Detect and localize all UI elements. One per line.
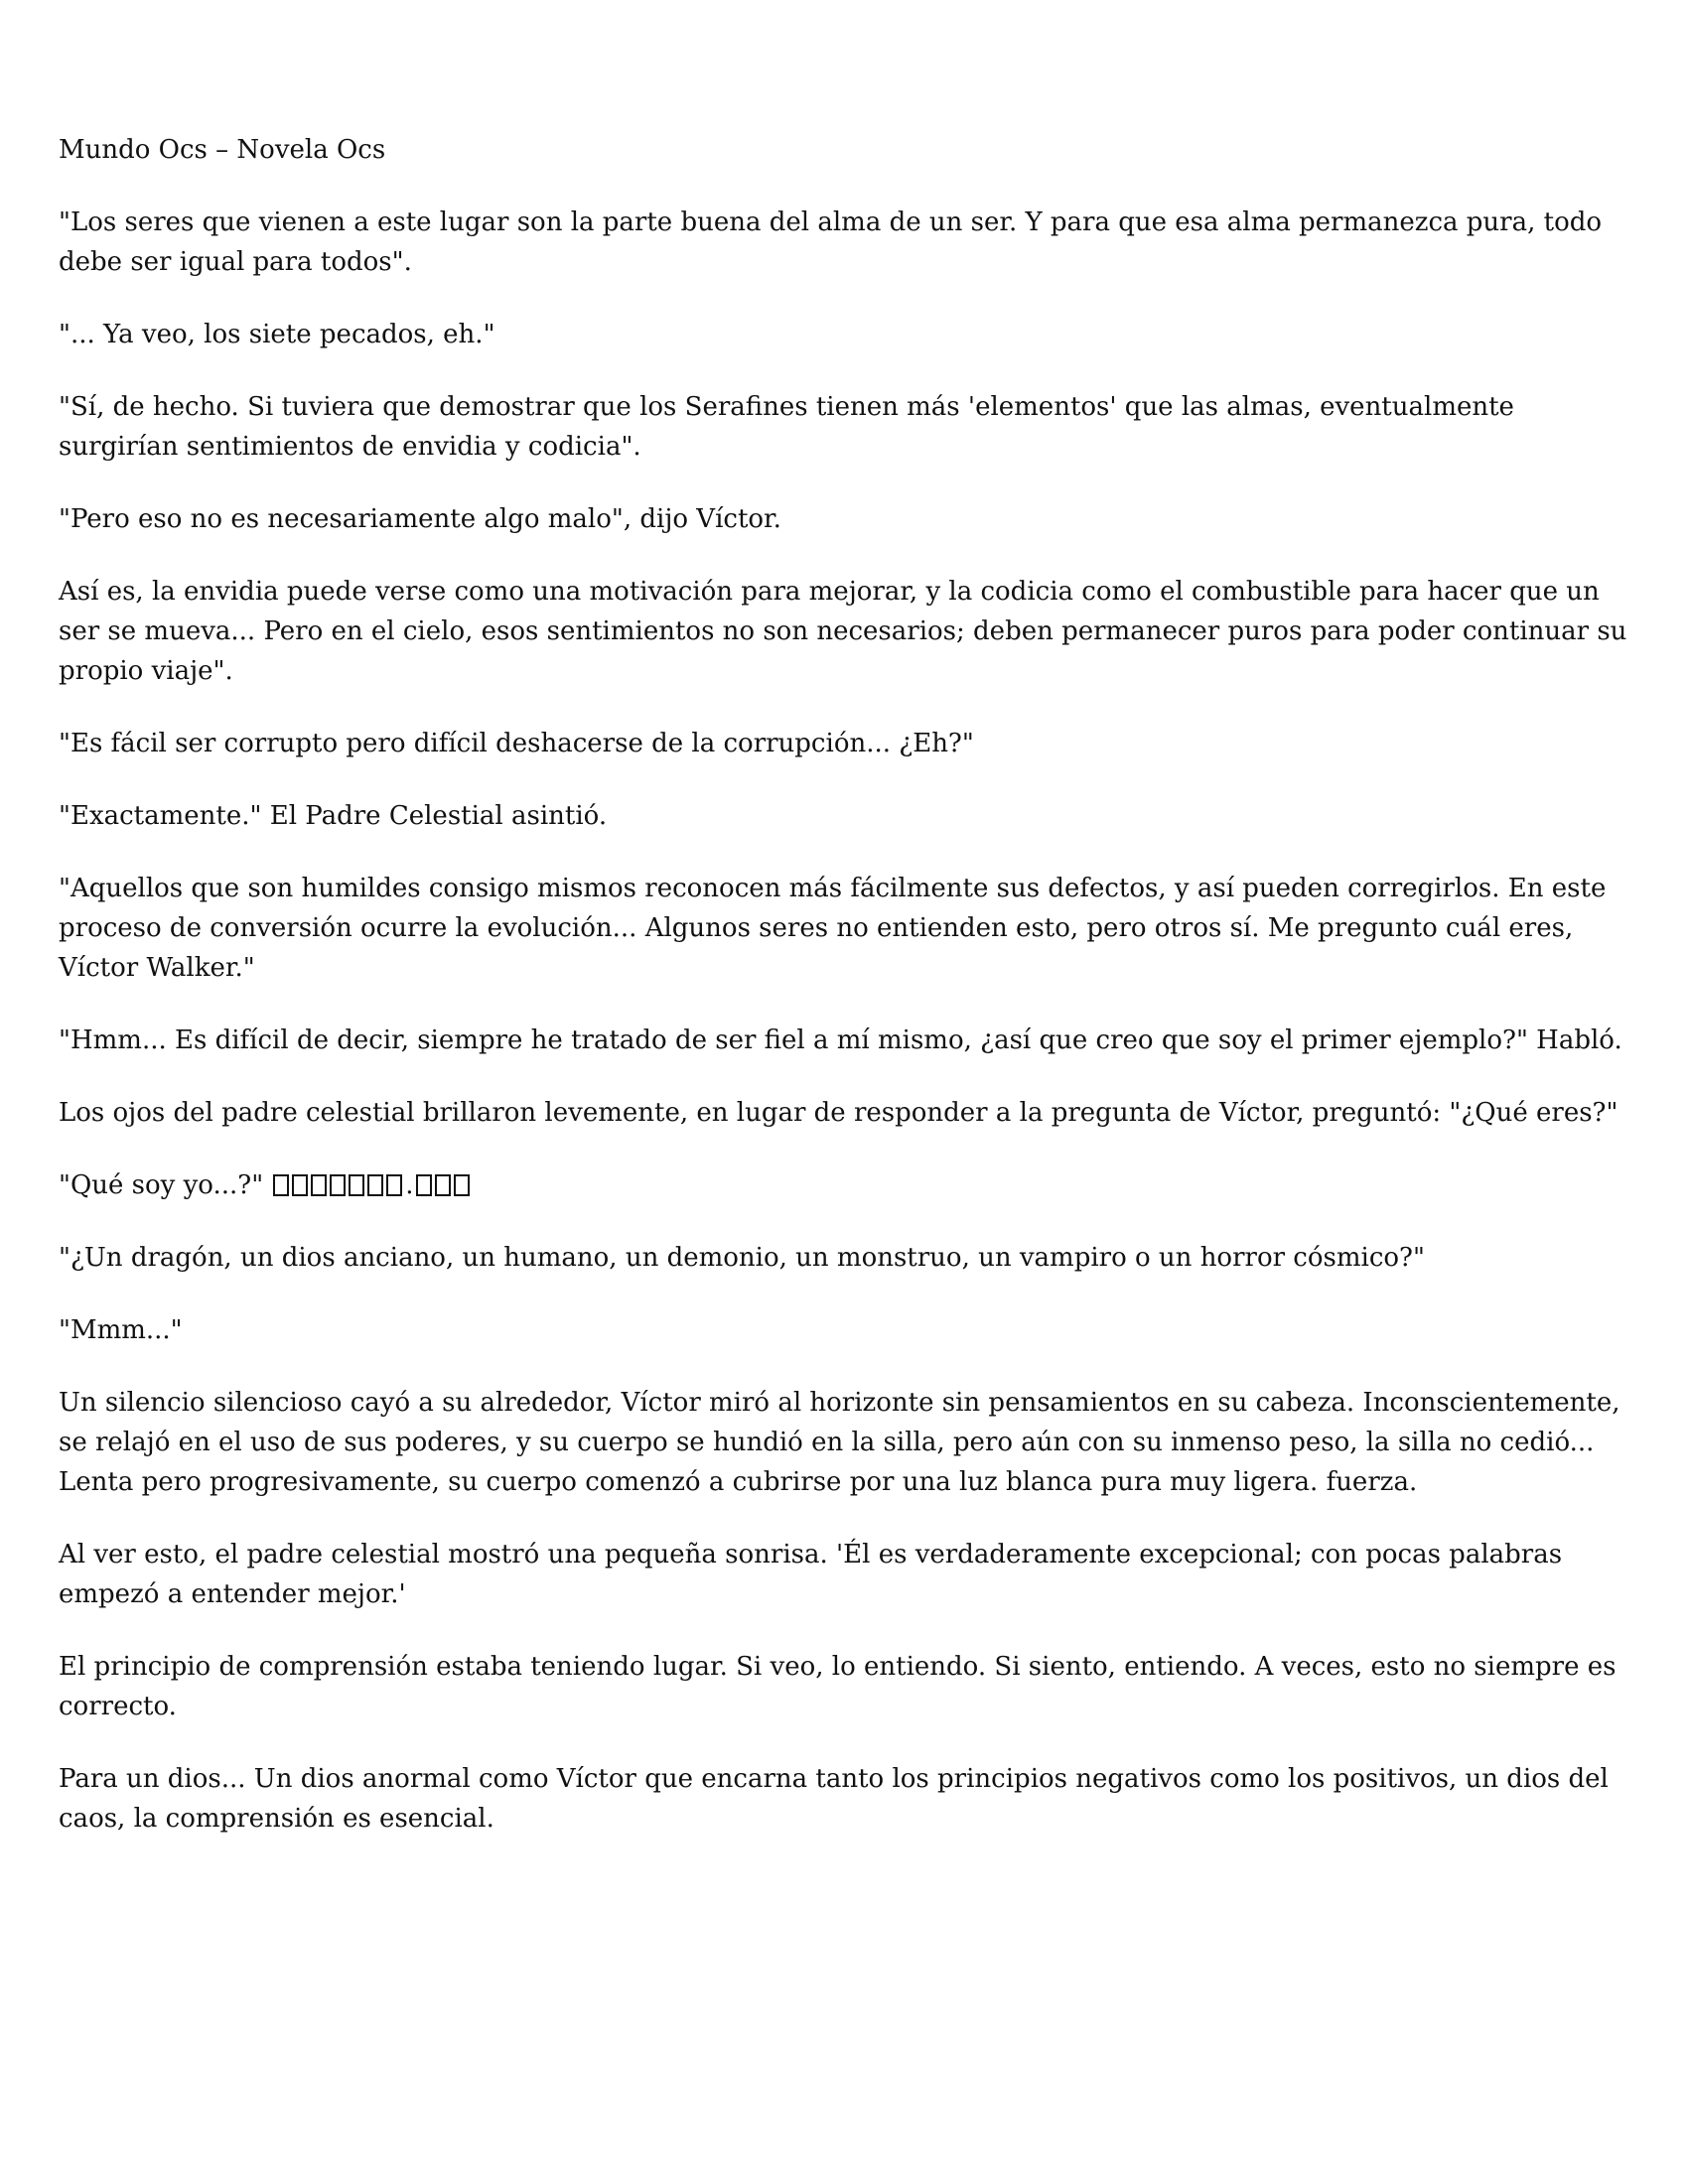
missing-glyph-box [435,1174,451,1196]
missing-glyph-box [349,1174,364,1196]
missing-glyph-box [311,1174,327,1196]
missing-glyph-box [416,1174,432,1196]
paragraph-12: "¿Un dragón, un dios anciano, un humano, un demonio, un monstruo, un vampiro o un horror cósmico?" [59,1243,1425,1273]
paragraph-1: "Los seres que vienen a este lugar son la parte buena del alma de un ser. Y para que esa alma permanezca pura, todo debe ser igual para todos". [59,207,1603,277]
missing-glyph-boxes [273,1165,473,1205]
missing-glyph-box [330,1174,346,1196]
paragraph-9: "Hmm... Es difícil de decir, siempre he tratado de ser fiel a mí mismo, ¿así que creo que soy el primer ejemplo?" Habló. [59,1025,1622,1055]
missing-glyph-box [292,1174,308,1196]
paragraph-15: Al ver esto, el padre celestial mostró una pequeña sonrisa. 'Él es verdaderamente excepcional; con pocas palabras empezó a entender mejor.' [59,1540,1563,1609]
paragraph-5: Así es, la envidia puede verse como una motivación para mejorar, y la codicia como el combustible para hacer que un ser se mueva... Pero en el cielo, esos sentimientos no son necesarios; deben permanecer puros para poder continuar su propio viaje". [59,577,1627,686]
paragraph-2: "... Ya veo, los siete pecados, eh." [59,320,495,349]
document-body [59,130,1637,1871]
paragraph-10: Los ojos del padre celestial brillaron levemente, en lugar de responder a la pregunta de Víctor, preguntó: "¿Qué eres?" [59,1098,1618,1128]
paragraph-4: "Pero eso no es necesariamente algo malo", dijo Víctor. [59,504,781,534]
paragraph-16: El principio de comprensión estaba teniendo lugar. Si veo, lo entiendo. Si siento, entiendo. A veces, esto no siempre es correcto. [59,1652,1617,1721]
missing-glyph-box [273,1174,289,1196]
paragraph-6: "Es fácil ser corrupto pero difícil deshacerse de la corrupción... ¿Eh?" [59,729,974,758]
paragraph-13: "Mmm..." [59,1315,183,1345]
document-header: Mundo Ocs – Novela Ocs [59,135,386,165]
paragraph-3: "Sí, de hecho. Si tuviera que demostrar que los Serafines tienen más 'elementos' que las almas, eventualmente surgirían sentimientos de envidia y codicia". [59,392,1514,462]
paragraph-7: "Exactamente." El Padre Celestial asintió. [59,801,608,831]
paragraph-8: "Aquellos que son humildes consigo mismos reconocen más fácilmente sus defectos, y así pueden corregirlos. En este proceso de conversión ocurre la evolución... Algunos seres no entienden esto, pero otros sí. Me pregunto cuál eres, Víctor Walker." [59,874,1607,983]
missing-glyph-box [367,1174,383,1196]
paragraph-11 [59,1165,1637,1205]
paragraph-14: Un silencio silencioso cayó a su alrededor, Víctor miró al horizonte sin pensamientos en su cabeza. Inconscientemente, se relajó en el uso de sus poderes, y su cuerpo se hundió en la silla, pero aún con su inmenso peso, la silla no cedió... Lenta pero progresivamente, su cuerpo comenzó a cubrirse por una luz blanca pura muy ligera. fuerza. [59,1388,1620,1497]
missing-glyph-box [454,1174,470,1196]
paragraph-17: Para un dios... Un dios anormal como Víctor que encarna tanto los principios negativos como los positivos, un dios del caos, la comprensión es esencial. [59,1764,1609,1834]
paragraph-11-text: "Qué soy yo...?" [59,1170,264,1200]
glyph-separator-dot: . [405,1170,414,1200]
missing-glyph-box [386,1174,402,1196]
